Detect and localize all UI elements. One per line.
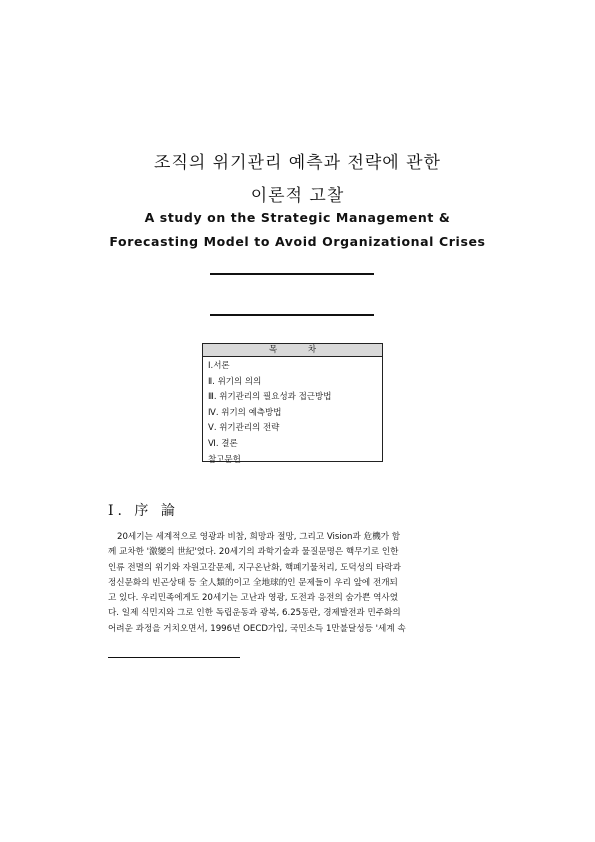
toc-list — [203, 357, 382, 468]
footnote-divider — [108, 657, 240, 658]
table-of-contents — [202, 343, 383, 465]
body-line: 께 교차한 '激變의 世紀'였다. 20세기의 과학기술과 물질문명은 핵무기로 인한 — [108, 547, 399, 558]
toc-header: 목 차 — [203, 344, 382, 357]
author-divider-2 — [210, 314, 374, 316]
korean-title-line-2: 이론적 고찰 — [250, 186, 345, 206]
body-line: 고 있다. 우리민족에게도 20세기는 고난과 영광, 도전과 응전의 숨가쁜 역사였 — [108, 593, 399, 604]
toc-item-crisis-strategy: Ⅴ. 위기관리의 전략 — [208, 423, 280, 434]
english-title-line-1: A study on the Strategic Management & — [144, 210, 451, 225]
author-divider-1 — [210, 273, 374, 275]
toc-item-introduction: Ⅰ.서론 — [208, 361, 230, 371]
toc-item-references: 참고문헌 — [208, 454, 241, 465]
english-title-line-2: Forecasting Model to Avoid Organizational Crises — [109, 234, 486, 249]
toc-item-meaning-of-crisis: Ⅱ. 위기의 의의 — [208, 376, 262, 387]
toc-item-necessity-and-approach: Ⅲ. 위기관리의 필요성과 접근방법 — [208, 392, 332, 403]
body-line: 정신문화의 빈곤상태 등 全人類的이고 全地球的인 문제들이 우리 앞에 전개되 — [108, 577, 398, 588]
toc-item-conclusion: Ⅵ. 결론 — [208, 438, 238, 449]
body-line: 20세기는 세계적으로 영광과 비참, 희망과 절망, 그리고 Vision과 危機가 함 — [117, 532, 401, 542]
body-line: 다. 일제 식민지와 그로 인한 독립운동과 광복, 6.25동란, 경제발전과 민주화의 — [108, 608, 401, 619]
section-heading: Ⅰ. 序 論 — [108, 503, 179, 519]
body-line: 인류 전멸의 위기와 자원고갈문제, 지구온난화, 핵폐기물처리, 도덕성의 타락과 — [108, 562, 401, 573]
korean-title-line-1: 조직의 위기관리 예측과 전략에 관한 — [154, 153, 441, 173]
toc-item-forecasting-methods: Ⅳ. 위기의 예측방법 — [208, 407, 282, 418]
body-paragraph — [108, 530, 468, 637]
body-line: 어려운 과정을 거치오면서, 1996년 OECD가입, 국민소득 1만불달성등 '세계 속 — [108, 623, 406, 634]
